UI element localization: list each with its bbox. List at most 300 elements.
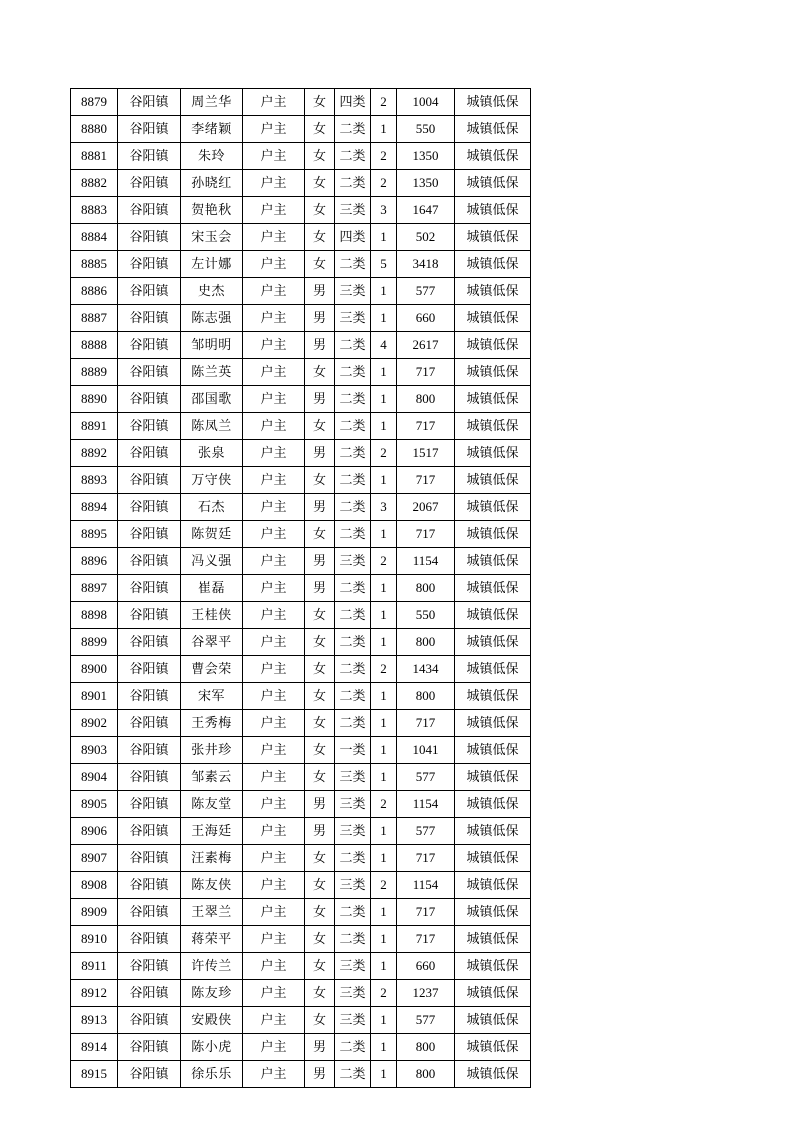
cell-town: 谷阳镇 [118, 953, 181, 980]
cell-town: 谷阳镇 [118, 710, 181, 737]
cell-town: 谷阳镇 [118, 89, 181, 116]
cell-name: 安殿侠 [181, 1007, 243, 1034]
cell-type: 城镇低保 [455, 818, 531, 845]
cell-relation: 户主 [243, 251, 305, 278]
table-row [71, 251, 531, 278]
cell-count: 2 [371, 143, 397, 170]
cell-town: 谷阳镇 [118, 764, 181, 791]
cell-sex: 男 [305, 548, 335, 575]
cell-count: 1 [371, 413, 397, 440]
table-row [71, 143, 531, 170]
cell-sex: 女 [305, 251, 335, 278]
cell-amount: 717 [397, 521, 455, 548]
cell-relation: 户主 [243, 278, 305, 305]
table-row [71, 575, 531, 602]
cell-name: 陈兰英 [181, 359, 243, 386]
cell-id: 8899 [71, 629, 118, 656]
cell-type: 城镇低保 [455, 386, 531, 413]
cell-category: 二类 [335, 683, 371, 710]
table-row [71, 494, 531, 521]
cell-amount: 1647 [397, 197, 455, 224]
cell-id: 8896 [71, 548, 118, 575]
table-row [71, 467, 531, 494]
cell-town: 谷阳镇 [118, 872, 181, 899]
cell-count: 2 [371, 89, 397, 116]
cell-category: 三类 [335, 548, 371, 575]
cell-id: 8890 [71, 386, 118, 413]
cell-id: 8908 [71, 872, 118, 899]
cell-id: 8910 [71, 926, 118, 953]
cell-name: 朱玲 [181, 143, 243, 170]
table-row [71, 818, 531, 845]
cell-name: 冯义强 [181, 548, 243, 575]
cell-count: 1 [371, 629, 397, 656]
table-row [71, 710, 531, 737]
cell-name: 宋玉会 [181, 224, 243, 251]
cell-category: 二类 [335, 386, 371, 413]
cell-relation: 户主 [243, 413, 305, 440]
cell-category: 二类 [335, 1061, 371, 1088]
cell-town: 谷阳镇 [118, 629, 181, 656]
cell-town: 谷阳镇 [118, 575, 181, 602]
cell-type: 城镇低保 [455, 1007, 531, 1034]
cell-category: 一类 [335, 737, 371, 764]
cell-name: 史杰 [181, 278, 243, 305]
cell-sex: 男 [305, 791, 335, 818]
table-row [71, 629, 531, 656]
cell-id: 8897 [71, 575, 118, 602]
cell-amount: 1350 [397, 143, 455, 170]
cell-count: 1 [371, 1007, 397, 1034]
cell-name: 陈凤兰 [181, 413, 243, 440]
cell-amount: 660 [397, 953, 455, 980]
cell-category: 三类 [335, 980, 371, 1007]
cell-amount: 717 [397, 899, 455, 926]
table-row [71, 899, 531, 926]
cell-amount: 800 [397, 1061, 455, 1088]
cell-amount: 800 [397, 575, 455, 602]
cell-count: 1 [371, 683, 397, 710]
cell-amount: 1154 [397, 872, 455, 899]
cell-sex: 女 [305, 980, 335, 1007]
cell-id: 8895 [71, 521, 118, 548]
cell-town: 谷阳镇 [118, 386, 181, 413]
cell-sex: 男 [305, 494, 335, 521]
cell-type: 城镇低保 [455, 467, 531, 494]
cell-count: 1 [371, 1061, 397, 1088]
cell-id: 8898 [71, 602, 118, 629]
cell-name: 陈友珍 [181, 980, 243, 1007]
cell-name: 陈小虎 [181, 1034, 243, 1061]
table-row [71, 926, 531, 953]
cell-town: 谷阳镇 [118, 224, 181, 251]
cell-type: 城镇低保 [455, 251, 531, 278]
cell-name: 孙晓红 [181, 170, 243, 197]
cell-count: 1 [371, 818, 397, 845]
cell-amount: 577 [397, 818, 455, 845]
cell-count: 1 [371, 1034, 397, 1061]
cell-relation: 户主 [243, 386, 305, 413]
cell-category: 三类 [335, 1007, 371, 1034]
table-row [71, 872, 531, 899]
cell-count: 2 [371, 872, 397, 899]
cell-id: 8889 [71, 359, 118, 386]
table-row [71, 332, 531, 359]
cell-sex: 女 [305, 89, 335, 116]
cell-relation: 户主 [243, 1061, 305, 1088]
cell-id: 8892 [71, 440, 118, 467]
cell-category: 二类 [335, 251, 371, 278]
cell-count: 1 [371, 305, 397, 332]
cell-sex: 男 [305, 305, 335, 332]
cell-amount: 1154 [397, 548, 455, 575]
table-row [71, 980, 531, 1007]
cell-relation: 户主 [243, 305, 305, 332]
cell-relation: 户主 [243, 656, 305, 683]
cell-id: 8881 [71, 143, 118, 170]
cell-category: 二类 [335, 656, 371, 683]
cell-id: 8886 [71, 278, 118, 305]
cell-relation: 户主 [243, 575, 305, 602]
cell-count: 1 [371, 359, 397, 386]
cell-town: 谷阳镇 [118, 1061, 181, 1088]
cell-name: 邹明明 [181, 332, 243, 359]
cell-sex: 男 [305, 278, 335, 305]
table-row [71, 1034, 531, 1061]
cell-category: 二类 [335, 359, 371, 386]
cell-town: 谷阳镇 [118, 737, 181, 764]
table-row [71, 953, 531, 980]
cell-sex: 男 [305, 332, 335, 359]
cell-id: 8909 [71, 899, 118, 926]
cell-id: 8906 [71, 818, 118, 845]
cell-type: 城镇低保 [455, 548, 531, 575]
cell-count: 1 [371, 224, 397, 251]
cell-amount: 1434 [397, 656, 455, 683]
cell-count: 2 [371, 170, 397, 197]
cell-town: 谷阳镇 [118, 818, 181, 845]
cell-amount: 2617 [397, 332, 455, 359]
cell-count: 1 [371, 116, 397, 143]
cell-relation: 户主 [243, 926, 305, 953]
cell-category: 二类 [335, 629, 371, 656]
cell-relation: 户主 [243, 710, 305, 737]
cell-name: 汪素梅 [181, 845, 243, 872]
cell-type: 城镇低保 [455, 359, 531, 386]
cell-relation: 户主 [243, 737, 305, 764]
cell-category: 二类 [335, 575, 371, 602]
cell-category: 三类 [335, 818, 371, 845]
cell-town: 谷阳镇 [118, 521, 181, 548]
cell-town: 谷阳镇 [118, 413, 181, 440]
cell-sex: 女 [305, 953, 335, 980]
cell-id: 8904 [71, 764, 118, 791]
cell-sex: 女 [305, 467, 335, 494]
table-body [71, 89, 531, 1088]
table-row [71, 791, 531, 818]
cell-sex: 女 [305, 926, 335, 953]
table-row [71, 224, 531, 251]
cell-sex: 男 [305, 386, 335, 413]
cell-category: 二类 [335, 116, 371, 143]
cell-id: 8882 [71, 170, 118, 197]
cell-relation: 户主 [243, 332, 305, 359]
cell-name: 徐乐乐 [181, 1061, 243, 1088]
cell-amount: 3418 [397, 251, 455, 278]
table-row [71, 278, 531, 305]
cell-relation: 户主 [243, 764, 305, 791]
cell-name: 张井珍 [181, 737, 243, 764]
cell-category: 四类 [335, 89, 371, 116]
cell-type: 城镇低保 [455, 710, 531, 737]
cell-name: 左计娜 [181, 251, 243, 278]
cell-sex: 女 [305, 224, 335, 251]
cell-id: 8902 [71, 710, 118, 737]
cell-count: 1 [371, 737, 397, 764]
cell-id: 8900 [71, 656, 118, 683]
cell-amount: 577 [397, 278, 455, 305]
cell-amount: 550 [397, 116, 455, 143]
cell-name: 邹素云 [181, 764, 243, 791]
cell-id: 8879 [71, 89, 118, 116]
cell-amount: 1350 [397, 170, 455, 197]
cell-name: 王翠兰 [181, 899, 243, 926]
cell-amount: 1517 [397, 440, 455, 467]
cell-relation: 户主 [243, 89, 305, 116]
cell-sex: 女 [305, 143, 335, 170]
cell-amount: 717 [397, 467, 455, 494]
cell-id: 8914 [71, 1034, 118, 1061]
cell-town: 谷阳镇 [118, 602, 181, 629]
cell-relation: 户主 [243, 548, 305, 575]
table-row [71, 521, 531, 548]
cell-type: 城镇低保 [455, 575, 531, 602]
cell-category: 三类 [335, 278, 371, 305]
cell-relation: 户主 [243, 143, 305, 170]
cell-category: 三类 [335, 872, 371, 899]
cell-count: 1 [371, 467, 397, 494]
cell-type: 城镇低保 [455, 629, 531, 656]
cell-type: 城镇低保 [455, 224, 531, 251]
cell-count: 2 [371, 980, 397, 1007]
cell-town: 谷阳镇 [118, 1007, 181, 1034]
cell-relation: 户主 [243, 170, 305, 197]
cell-id: 8907 [71, 845, 118, 872]
cell-amount: 502 [397, 224, 455, 251]
cell-relation: 户主 [243, 224, 305, 251]
table-row [71, 845, 531, 872]
cell-count: 3 [371, 494, 397, 521]
cell-type: 城镇低保 [455, 737, 531, 764]
cell-category: 二类 [335, 332, 371, 359]
cell-sex: 男 [305, 818, 335, 845]
cell-amount: 717 [397, 359, 455, 386]
cell-relation: 户主 [243, 899, 305, 926]
table-row [71, 413, 531, 440]
cell-town: 谷阳镇 [118, 197, 181, 224]
cell-relation: 户主 [243, 980, 305, 1007]
cell-relation: 户主 [243, 467, 305, 494]
cell-name: 王秀梅 [181, 710, 243, 737]
cell-count: 1 [371, 521, 397, 548]
cell-id: 8913 [71, 1007, 118, 1034]
cell-type: 城镇低保 [455, 413, 531, 440]
table-row [71, 737, 531, 764]
cell-town: 谷阳镇 [118, 926, 181, 953]
cell-name: 许传兰 [181, 953, 243, 980]
cell-sex: 女 [305, 521, 335, 548]
cell-amount: 717 [397, 710, 455, 737]
cell-name: 曹会荣 [181, 656, 243, 683]
cell-count: 2 [371, 548, 397, 575]
cell-name: 张泉 [181, 440, 243, 467]
cell-town: 谷阳镇 [118, 791, 181, 818]
cell-count: 1 [371, 899, 397, 926]
cell-count: 1 [371, 926, 397, 953]
cell-type: 城镇低保 [455, 980, 531, 1007]
cell-town: 谷阳镇 [118, 683, 181, 710]
cell-sex: 女 [305, 872, 335, 899]
cell-type: 城镇低保 [455, 116, 531, 143]
cell-name: 陈志强 [181, 305, 243, 332]
cell-type: 城镇低保 [455, 656, 531, 683]
cell-town: 谷阳镇 [118, 845, 181, 872]
cell-category: 二类 [335, 899, 371, 926]
cell-town: 谷阳镇 [118, 143, 181, 170]
table-row [71, 656, 531, 683]
cell-sex: 女 [305, 413, 335, 440]
table-row [71, 116, 531, 143]
table-row [71, 89, 531, 116]
cell-category: 二类 [335, 440, 371, 467]
table-row [71, 386, 531, 413]
cell-type: 城镇低保 [455, 332, 531, 359]
cell-relation: 户主 [243, 602, 305, 629]
cell-amount: 577 [397, 764, 455, 791]
cell-sex: 女 [305, 602, 335, 629]
cell-type: 城镇低保 [455, 953, 531, 980]
cell-sex: 女 [305, 170, 335, 197]
cell-name: 李绪颖 [181, 116, 243, 143]
cell-sex: 男 [305, 1061, 335, 1088]
cell-relation: 户主 [243, 521, 305, 548]
cell-town: 谷阳镇 [118, 656, 181, 683]
cell-count: 1 [371, 575, 397, 602]
cell-sex: 女 [305, 764, 335, 791]
cell-id: 8885 [71, 251, 118, 278]
cell-sex: 女 [305, 683, 335, 710]
cell-count: 1 [371, 845, 397, 872]
cell-count: 2 [371, 791, 397, 818]
cell-type: 城镇低保 [455, 1034, 531, 1061]
cell-name: 邵国歌 [181, 386, 243, 413]
cell-id: 8884 [71, 224, 118, 251]
cell-amount: 1237 [397, 980, 455, 1007]
cell-sex: 女 [305, 359, 335, 386]
cell-relation: 户主 [243, 872, 305, 899]
cell-sex: 女 [305, 1007, 335, 1034]
cell-relation: 户主 [243, 683, 305, 710]
cell-type: 城镇低保 [455, 845, 531, 872]
cell-count: 2 [371, 656, 397, 683]
cell-amount: 1004 [397, 89, 455, 116]
cell-town: 谷阳镇 [118, 467, 181, 494]
cell-name: 宋军 [181, 683, 243, 710]
cell-town: 谷阳镇 [118, 899, 181, 926]
table-row [71, 764, 531, 791]
cell-type: 城镇低保 [455, 521, 531, 548]
cell-type: 城镇低保 [455, 602, 531, 629]
cell-id: 8912 [71, 980, 118, 1007]
cell-count: 1 [371, 386, 397, 413]
table-row [71, 440, 531, 467]
cell-type: 城镇低保 [455, 1061, 531, 1088]
cell-category: 三类 [335, 197, 371, 224]
cell-sex: 女 [305, 737, 335, 764]
table-row [71, 602, 531, 629]
cell-type: 城镇低保 [455, 170, 531, 197]
cell-category: 二类 [335, 845, 371, 872]
cell-town: 谷阳镇 [118, 278, 181, 305]
cell-sex: 男 [305, 440, 335, 467]
cell-id: 8915 [71, 1061, 118, 1088]
cell-town: 谷阳镇 [118, 1034, 181, 1061]
cell-sex: 女 [305, 656, 335, 683]
cell-id: 8894 [71, 494, 118, 521]
cell-amount: 717 [397, 926, 455, 953]
cell-relation: 户主 [243, 116, 305, 143]
cell-relation: 户主 [243, 440, 305, 467]
cell-name: 蒋荣平 [181, 926, 243, 953]
cell-category: 三类 [335, 791, 371, 818]
cell-category: 二类 [335, 602, 371, 629]
cell-name: 万守侠 [181, 467, 243, 494]
cell-category: 二类 [335, 467, 371, 494]
cell-name: 陈友堂 [181, 791, 243, 818]
cell-name: 贺艳秋 [181, 197, 243, 224]
cell-amount: 660 [397, 305, 455, 332]
cell-sex: 女 [305, 629, 335, 656]
low-income-subsidy-table [70, 88, 531, 1088]
cell-amount: 800 [397, 1034, 455, 1061]
cell-amount: 800 [397, 629, 455, 656]
cell-id: 8911 [71, 953, 118, 980]
cell-relation: 户主 [243, 1034, 305, 1061]
cell-id: 8888 [71, 332, 118, 359]
cell-amount: 1041 [397, 737, 455, 764]
cell-category: 二类 [335, 143, 371, 170]
table-row [71, 1061, 531, 1088]
table-row [71, 1007, 531, 1034]
cell-category: 二类 [335, 926, 371, 953]
cell-name: 王桂侠 [181, 602, 243, 629]
cell-count: 1 [371, 764, 397, 791]
cell-category: 三类 [335, 764, 371, 791]
cell-id: 8903 [71, 737, 118, 764]
cell-type: 城镇低保 [455, 899, 531, 926]
cell-relation: 户主 [243, 197, 305, 224]
cell-sex: 女 [305, 116, 335, 143]
table-row [71, 359, 531, 386]
cell-category: 三类 [335, 305, 371, 332]
cell-id: 8905 [71, 791, 118, 818]
cell-count: 4 [371, 332, 397, 359]
cell-type: 城镇低保 [455, 197, 531, 224]
cell-sex: 女 [305, 710, 335, 737]
cell-sex: 女 [305, 899, 335, 926]
cell-name: 周兰华 [181, 89, 243, 116]
cell-count: 1 [371, 710, 397, 737]
